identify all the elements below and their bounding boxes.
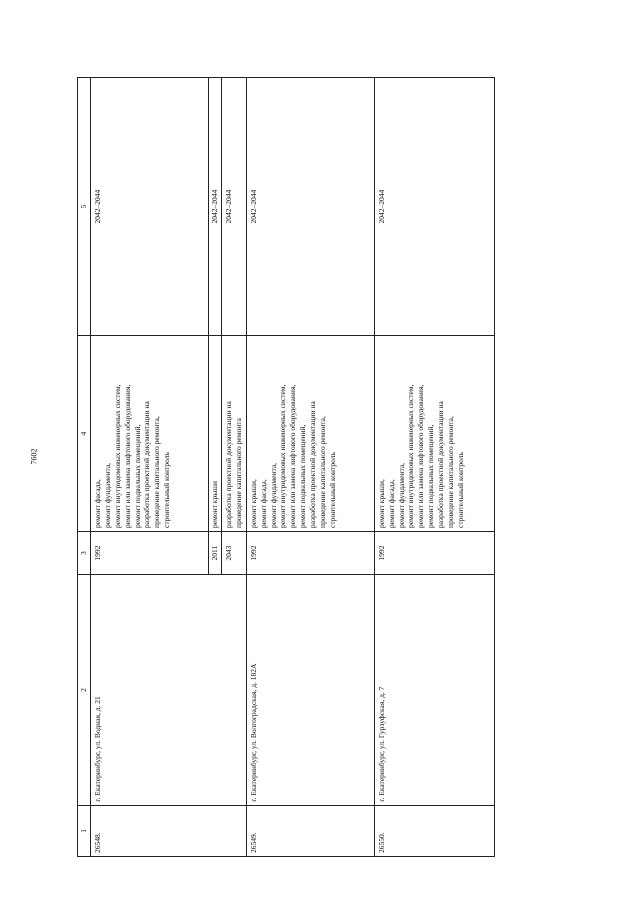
table-container xyxy=(77,77,495,857)
row-number: 26550. xyxy=(374,805,494,856)
table-row xyxy=(91,78,209,857)
row-address: г. Екатеринбург, ул. Волгоградская, д. 182А xyxy=(246,575,374,805)
column-header-2: 2 xyxy=(78,575,91,805)
row-works: разработка проектной документации на проведение капитального ремонта xyxy=(222,336,247,532)
row-number: 26549. xyxy=(246,805,374,856)
column-header-3: 3 xyxy=(78,531,91,574)
row-year: 2043 xyxy=(222,531,247,574)
repair-schedule-table xyxy=(77,77,495,857)
row-year: 2011 xyxy=(209,531,222,574)
row-period: 2042–2044 xyxy=(209,78,222,336)
row-period: 2042–2044 xyxy=(246,78,374,336)
row-period: 2042–2044 xyxy=(374,78,494,336)
row-period: 2042–2044 xyxy=(91,78,209,336)
row-works: ремонт крыши xyxy=(209,336,222,532)
row-address: г. Екатеринбург, ул. Гурзуфская, д. 7 xyxy=(374,575,494,805)
row-number: 26548. xyxy=(91,805,247,856)
page-number: 7602 xyxy=(29,448,39,465)
column-header-4: 4 xyxy=(78,336,91,532)
row-year: 1992 xyxy=(374,531,494,574)
row-works: ремонт крыши, ремонт фасада, ремонт фундамента, ремонт внутридомовых инженерных систем, ремонт или замена лифтового оборудования, ремонт подвальных помещений, разработка проектной документации на проведение капитального ремонта, строительный контроль xyxy=(246,336,374,532)
row-year: 1992 xyxy=(91,531,209,574)
table-row xyxy=(374,78,494,857)
row-year: 1992 xyxy=(246,531,374,574)
header-row xyxy=(78,78,91,857)
table-row xyxy=(246,78,374,857)
row-works: ремонт крыши, ремонт фасада, ремонт фундамента, ремонт внутридомовых инженерных систем, ремонт или замена лифтового оборудования, ремонт подвальных помещений, разработка проектной документации на проведение капитального ремонта, строительный контроль xyxy=(374,336,494,532)
row-works: ремонт фасада, ремонт фундамента, ремонт внутридомовых инженерных систем, ремонт или замена лифтового оборудования, ремонт подвальных помещений, разработка проектной документации на проведение капитального ремонта, строительный контроль xyxy=(91,336,209,532)
row-address: г. Екатеринбург, ул. Водная, д. 21 xyxy=(91,575,247,805)
column-header-5: 5 xyxy=(78,78,91,336)
column-header-1: 1 xyxy=(78,805,91,856)
row-period: 2042–2044 xyxy=(222,78,247,336)
